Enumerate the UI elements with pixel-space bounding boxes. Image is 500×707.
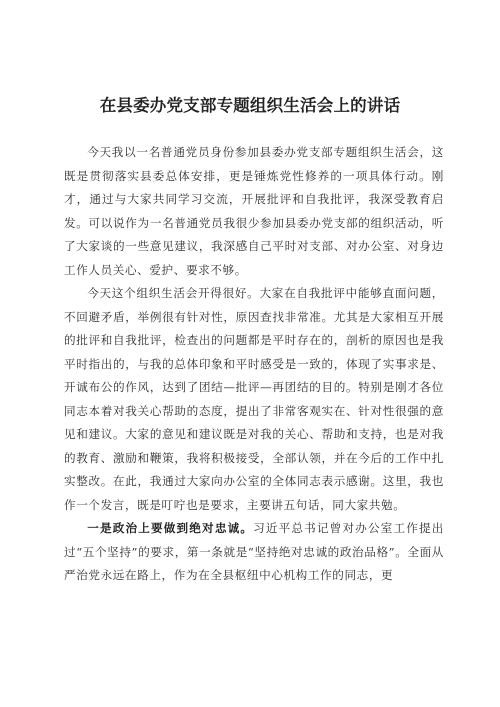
paragraph-lead: 一是政治上要做到绝对忠诚。 (87, 521, 254, 535)
paragraph-point-one (64, 517, 444, 588)
paragraph-text: 习近平总书记曾对办公室工作提出过“五个坚持”的要求，第一条就是“坚持绝对忠诚的政治品格”。全面从严治党永远在路上，作为在全县枢纽中心机构工作的同志，更 (64, 521, 444, 582)
paragraph-intro (64, 141, 444, 282)
document-body (64, 141, 444, 588)
paragraph-text: 今天这个组织生活会开得很好。大家在自我批评中能够直面问题，不回避矛盾，举例很有针对性，原因查找非常准。尤其是大家相互开展的批评和自我批评，检查出的问题都是平时存在的，剖析的原因也是我平时指出的，与我的总体印象和平时感受是一致的，体现了实事求是、开诚布公的作风，达到了团结—批评—再团结的目的。特别是刚才各位同志本着对我关心帮助的态度，提出了非常客观实在、针对性很强的意见和建议。大家的意见和建议既是对我的关心、帮助和支持，也是对我的教育、激励和鞭策，我将积极接受，全部认领，并在今后的工作中扎实整改。在此，我通过大家向办公室的全体同志表示感谢。这里，我也作一个发言，既是叮咛也是要求，主要讲五句话，同大家共勉。 (64, 286, 444, 512)
paragraph-text: 今天我以一名普通党员身份参加县委办党支部专题组织生活会，这既是贯彻落实县委总体安排，更是锤炼党性修养的一项具体行动。刚才，通过与大家共同学习交流，开展批评和自我批评，我深受教育启发。可以说作为一名普通党员我很少参加县委办党支部的组织活动，听了大家谈的一些意见建议，我深感自己平时对支部、对办公室、对身边工作人员关心、爱护、要求不够。 (64, 145, 444, 277)
document-title: 在县委办党支部专题组织生活会上的讲话 (99, 96, 401, 115)
paragraph-meeting-review (64, 282, 444, 517)
